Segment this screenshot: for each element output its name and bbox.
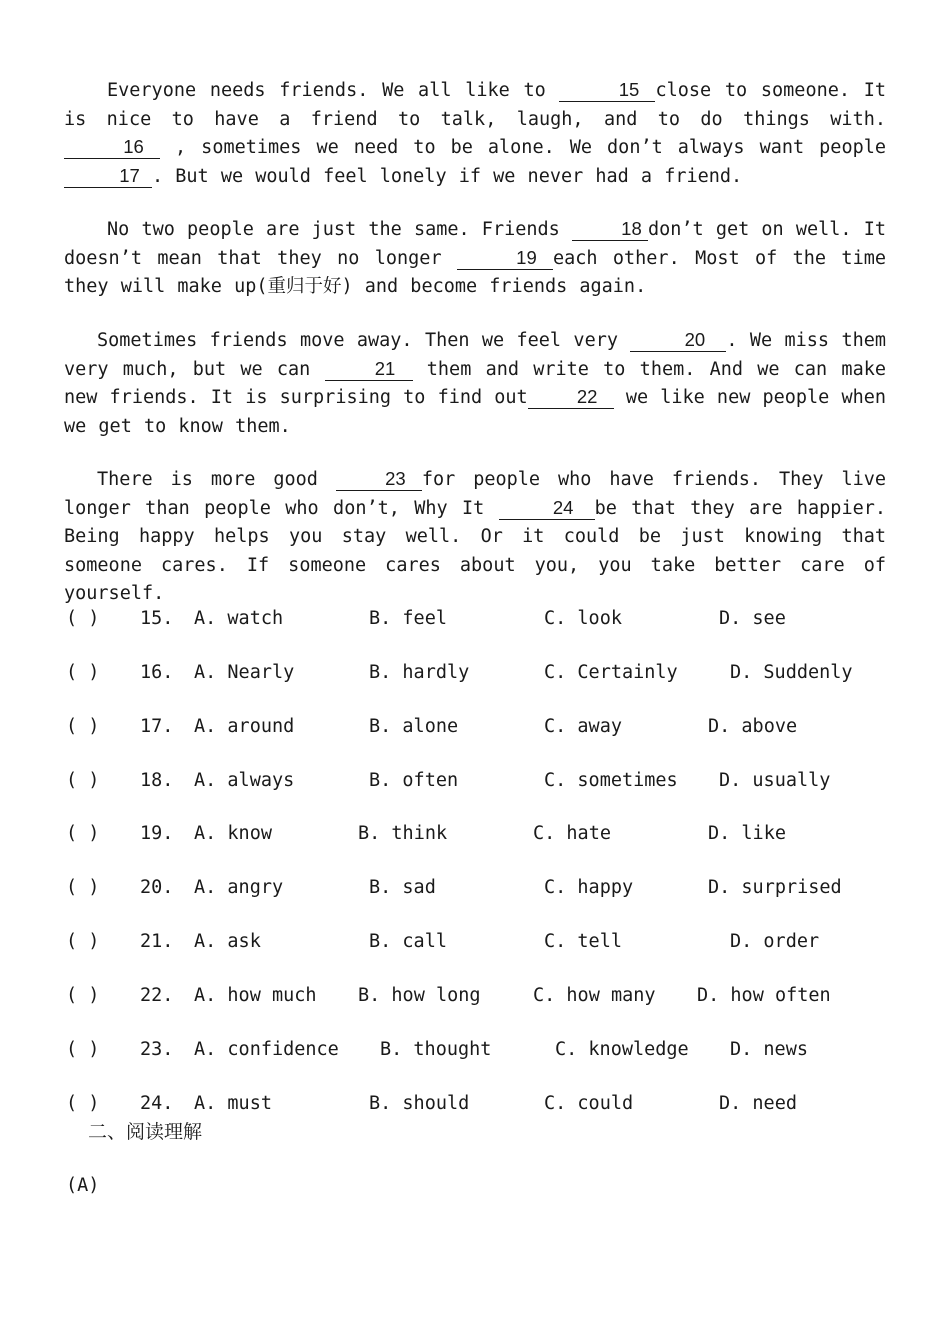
option-c[interactable]: C. Certainly: [544, 662, 678, 683]
passage-paragraph-4: [64, 466, 886, 609]
question-row-16: [64, 658, 894, 688]
option-c[interactable]: C. how many: [533, 985, 656, 1006]
option-a[interactable]: A. must: [194, 1093, 272, 1114]
option-a[interactable]: A. Nearly: [194, 662, 295, 683]
question-row-22: [64, 981, 894, 1011]
question-number: 21.: [140, 931, 174, 952]
question-row-15: [64, 604, 894, 634]
question-row-18: [64, 766, 894, 796]
question-number: 22.: [140, 985, 174, 1006]
option-a[interactable]: A. confidence: [194, 1039, 339, 1060]
option-c[interactable]: C. sometimes: [544, 770, 678, 791]
question-number: 15.: [140, 608, 174, 629]
blank-19[interactable]: 19: [457, 247, 553, 270]
blank-20[interactable]: 20: [630, 329, 726, 352]
question-row-24: [64, 1089, 894, 1119]
text: . We miss them very much, but we can: [64, 330, 886, 380]
option-a[interactable]: A. around: [194, 716, 295, 737]
question-row-23: [64, 1035, 894, 1065]
subsection-label: (A): [66, 1175, 100, 1196]
question-number: 19.: [140, 823, 174, 844]
answer-paren[interactable]: ( ): [66, 931, 100, 952]
question-number: 17.: [140, 716, 174, 737]
text: them and write to them. And we can make new friends. It is surprising to find out: [64, 358, 886, 408]
option-d[interactable]: D. order: [730, 931, 820, 952]
question-row-17: [64, 712, 894, 742]
blank-21[interactable]: 21: [325, 358, 413, 381]
blank-24[interactable]: 24: [499, 497, 595, 520]
option-d[interactable]: D. see: [719, 608, 786, 629]
option-c[interactable]: C. tell: [544, 931, 622, 952]
option-a[interactable]: A. watch: [194, 608, 284, 629]
answer-paren[interactable]: ( ): [66, 608, 100, 629]
option-b[interactable]: B. sad: [369, 877, 436, 898]
answer-paren[interactable]: ( ): [66, 1093, 100, 1114]
option-b[interactable]: B. should: [369, 1093, 470, 1114]
text: , sometimes we need to be alone. We don’t always want people: [160, 137, 886, 158]
option-c[interactable]: C. look: [544, 608, 622, 629]
blank-18[interactable]: 18: [572, 218, 648, 241]
question-row-19: [64, 819, 894, 849]
blank-15[interactable]: 15: [559, 79, 655, 102]
text: . But we would feel lonely if we never had a friend.: [152, 165, 743, 187]
option-d[interactable]: D. usually: [719, 770, 831, 791]
option-b[interactable]: B. thought: [380, 1039, 492, 1060]
text: don’t get on well. It doesn’t mean that they no longer: [64, 219, 886, 269]
option-a[interactable]: A. always: [194, 770, 295, 791]
option-d[interactable]: D. like: [708, 823, 786, 844]
text: There is more good: [97, 469, 336, 490]
option-c[interactable]: C. knowledge: [555, 1039, 689, 1060]
text: we like new people when we get to know them.: [64, 387, 887, 437]
option-c[interactable]: C. hate: [533, 823, 611, 844]
option-a[interactable]: A. how much: [194, 985, 317, 1006]
option-d[interactable]: D. need: [719, 1093, 797, 1114]
text: close to someone. It is nice to have a friend to talk, laugh, and to do things with.: [64, 80, 886, 130]
option-b[interactable]: B. hardly: [369, 662, 470, 683]
answer-paren[interactable]: ( ): [66, 985, 100, 1006]
option-c[interactable]: C. could: [544, 1093, 634, 1114]
answer-paren[interactable]: ( ): [66, 823, 100, 844]
text: No two people are just the same. Friends: [107, 219, 572, 240]
option-d[interactable]: D. surprised: [708, 877, 842, 898]
option-a[interactable]: A. ask: [194, 931, 261, 952]
text: each other. Most of the time they will make up(重归于好) and become friends again.: [64, 247, 886, 297]
blank-16[interactable]: 16: [64, 136, 160, 159]
question-number: 23.: [140, 1039, 174, 1060]
passage-paragraph-2: [64, 216, 886, 302]
answer-paren[interactable]: ( ): [66, 716, 100, 737]
option-d[interactable]: D. above: [708, 716, 798, 737]
blank-23[interactable]: 23: [336, 468, 422, 491]
section-title: 二、阅读理解: [88, 1121, 203, 1143]
answer-paren[interactable]: ( ): [66, 662, 100, 683]
text: Everyone needs friends. We all like to: [107, 80, 560, 101]
option-b[interactable]: B. often: [369, 770, 459, 791]
option-b[interactable]: B. call: [369, 931, 447, 952]
answer-paren[interactable]: ( ): [66, 877, 100, 898]
question-number: 18.: [140, 770, 174, 791]
question-row-20: [64, 873, 894, 903]
option-c[interactable]: C. happy: [544, 877, 634, 898]
answer-paren[interactable]: ( ): [66, 1039, 100, 1060]
text: be that they are happier. Being happy helps you stay well. Or it could be just knowing that someone cares. If someone cares about you, you take better care of yourself.: [64, 497, 886, 604]
question-row-21: [64, 927, 894, 957]
question-number: 24.: [140, 1093, 174, 1114]
option-d[interactable]: D. news: [730, 1039, 808, 1060]
option-b[interactable]: B. feel: [369, 608, 447, 629]
question-number: 16.: [140, 662, 174, 683]
option-a[interactable]: A. know: [194, 823, 272, 844]
blank-22[interactable]: 22: [528, 386, 614, 409]
option-b[interactable]: B. how long: [358, 985, 481, 1006]
option-d[interactable]: D. how often: [697, 985, 831, 1006]
text: for people who have friends. They live longer than people who don’t, Why It: [64, 469, 886, 519]
text: Sometimes friends move away. Then we feel very: [97, 330, 631, 351]
option-c[interactable]: C. away: [544, 716, 622, 737]
option-b[interactable]: B. alone: [369, 716, 459, 737]
question-number: 20.: [140, 877, 174, 898]
option-a[interactable]: A. angry: [194, 877, 284, 898]
blank-17[interactable]: 17: [64, 165, 152, 188]
passage-paragraph-3: [64, 327, 886, 441]
passage-paragraph-1: [64, 77, 886, 191]
option-d[interactable]: D. Suddenly: [730, 662, 853, 683]
answer-paren[interactable]: ( ): [66, 770, 100, 791]
option-b[interactable]: B. think: [358, 823, 448, 844]
